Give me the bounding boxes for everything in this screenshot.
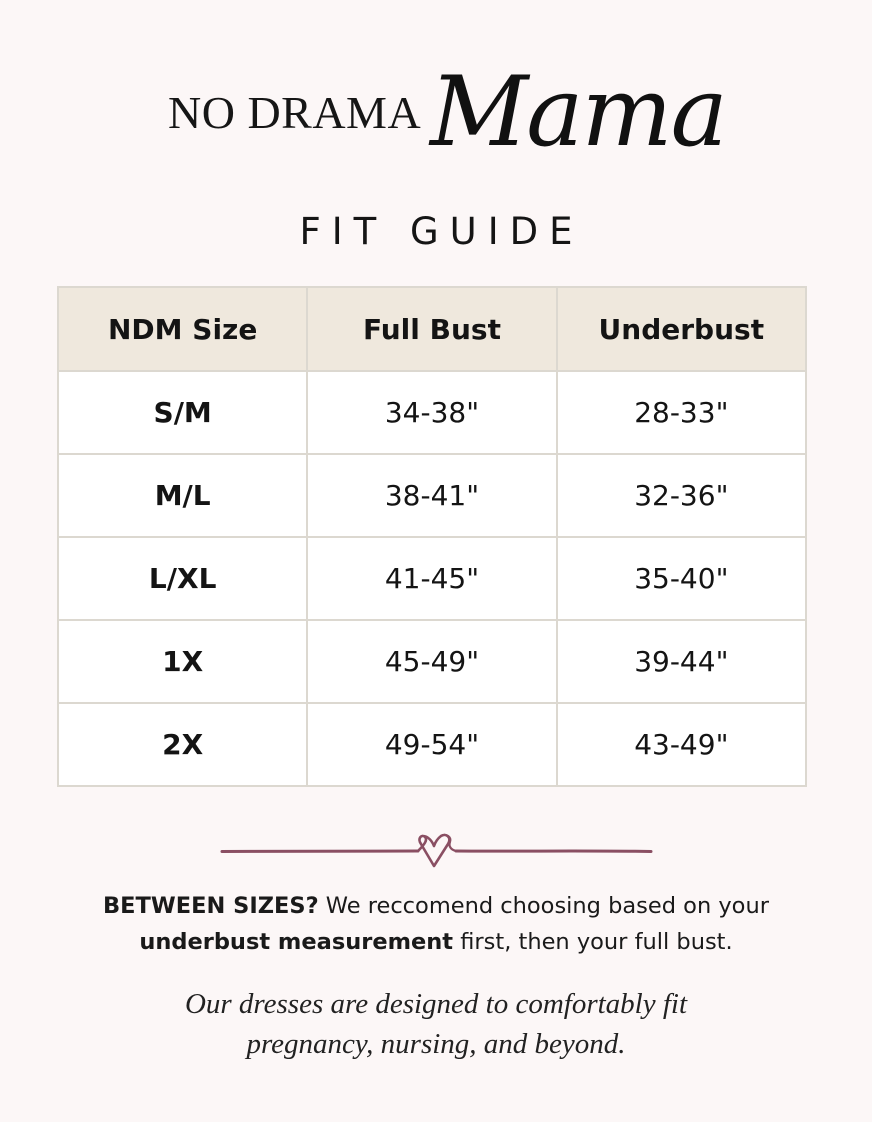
table-row (58, 537, 806, 620)
full-bust-cell: 34-38" (307, 371, 556, 454)
tagline (0, 984, 872, 1064)
column-header-size: NDM Size (58, 287, 307, 371)
tagline-line-2: pregnancy, nursing, and beyond. (246, 1028, 626, 1060)
table-header-row (58, 287, 806, 371)
brand-logo (0, 56, 872, 200)
between-sizes-note (0, 888, 872, 960)
full-bust-cell: 45-49" (307, 620, 556, 703)
size-cell: M/L (58, 454, 307, 537)
underbust-cell: 39-44" (557, 620, 806, 703)
column-header-underbust: Underbust (557, 287, 806, 371)
full-bust-cell: 38-41" (307, 454, 556, 537)
column-header-full-bust: Full Bust (307, 287, 556, 371)
table-row (58, 454, 806, 537)
table-row (58, 371, 806, 454)
full-bust-cell: 49-54" (307, 703, 556, 786)
underbust-cell: 43-49" (557, 703, 806, 786)
table-row (58, 620, 806, 703)
note-line-2 (0, 924, 872, 960)
full-bust-cell: 41-45" (307, 537, 556, 620)
note-lead-bold: BETWEEN SIZES? (103, 893, 319, 919)
size-chart-table (57, 286, 807, 787)
underbust-cell: 35-40" (557, 537, 806, 620)
size-cell: L/XL (58, 537, 307, 620)
note-second-rest: first, then your full bust. (453, 929, 733, 955)
note-second-bold: underbust measurement (139, 929, 454, 955)
size-cell: 2X (58, 703, 307, 786)
table-row (58, 703, 806, 786)
divider-line-right (456, 851, 651, 852)
size-cell: 1X (58, 620, 307, 703)
note-lead-rest: We reccomend choosing based on your (318, 893, 769, 919)
underbust-cell: 32-36" (557, 454, 806, 537)
heart-divider (220, 830, 654, 874)
underbust-cell: 28-33" (557, 371, 806, 454)
size-cell: S/M (58, 371, 307, 454)
heart-icon (418, 835, 456, 866)
page-title: FIT GUIDE (299, 210, 584, 253)
brand-logo-script-text: Mama (430, 56, 726, 168)
note-line-1 (0, 888, 872, 924)
tagline-line-1: Our dresses are designed to comfortably fit (184, 988, 688, 1020)
divider-line-left (222, 851, 418, 852)
brand-logo-top-text: NO DRAMA (168, 87, 422, 138)
